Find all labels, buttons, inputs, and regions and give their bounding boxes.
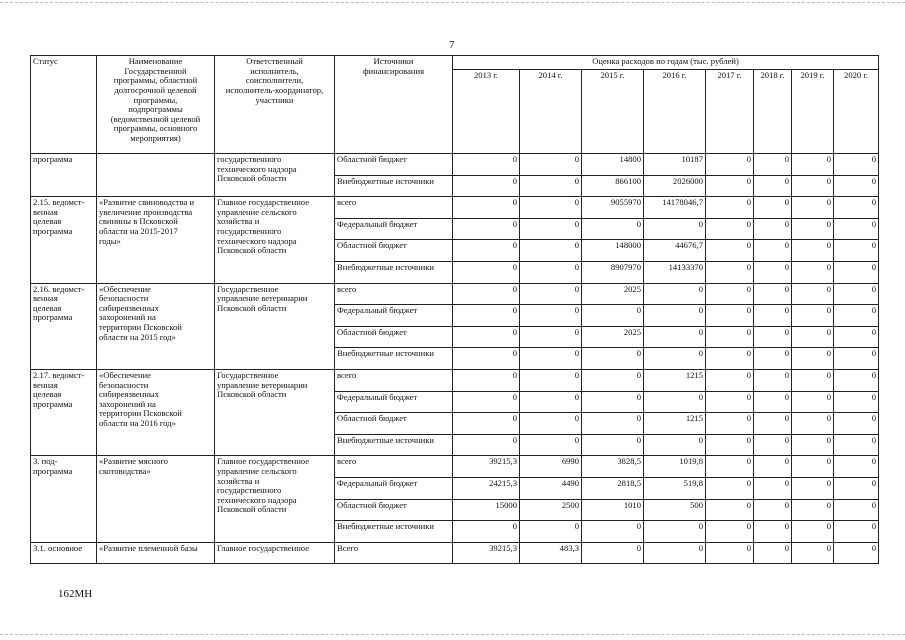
header-year: 2020 г. bbox=[834, 70, 879, 154]
row-responsible: Главное государственное управление сельского хозяйства и государственного технического надзора Псковской области bbox=[215, 197, 335, 283]
row-name: «Развитие мясного скотоводства» bbox=[97, 456, 215, 542]
row-value: 9055970 bbox=[582, 197, 644, 219]
row-value: 0 bbox=[453, 391, 520, 413]
row-value: 0 bbox=[706, 197, 754, 219]
row-value: 0 bbox=[453, 305, 520, 327]
row-value: 519,8 bbox=[644, 477, 706, 499]
row-status: 3.1. основное bbox=[31, 542, 97, 564]
row-value: 0 bbox=[706, 348, 754, 370]
row-value: 14133370 bbox=[644, 261, 706, 283]
row-value: 0 bbox=[644, 521, 706, 543]
row-source: всего bbox=[335, 283, 453, 305]
row-value: 0 bbox=[834, 413, 879, 435]
row-responsible: государственного технического надзора Псковской области bbox=[215, 154, 335, 197]
row-value: 0 bbox=[706, 154, 754, 176]
row-value: 0 bbox=[644, 434, 706, 456]
row-value: 0 bbox=[792, 456, 834, 478]
row-value: 0 bbox=[792, 154, 834, 176]
row-value: 0 bbox=[706, 283, 754, 305]
row-value: 0 bbox=[520, 154, 582, 176]
row-value: 6990 bbox=[520, 456, 582, 478]
row-value: 0 bbox=[520, 369, 582, 391]
row-value: 0 bbox=[706, 434, 754, 456]
row-value: 0 bbox=[706, 391, 754, 413]
row-value: 2025 bbox=[582, 326, 644, 348]
row-value: 1215 bbox=[644, 369, 706, 391]
table-row bbox=[31, 154, 879, 176]
row-value: 0 bbox=[453, 261, 520, 283]
row-value: 0 bbox=[792, 542, 834, 564]
page-number: 7 bbox=[449, 39, 455, 51]
row-value: 148000 bbox=[582, 240, 644, 262]
row-name: «Развитие свиноводства и увеличение производства свинины в Псковской области на 2015-2017 годы» bbox=[97, 197, 215, 283]
row-value: 2500 bbox=[520, 499, 582, 521]
header-sources: Источники финансирования bbox=[335, 56, 453, 154]
row-value: 0 bbox=[520, 261, 582, 283]
row-value: 0 bbox=[834, 305, 879, 327]
row-value: 0 bbox=[834, 348, 879, 370]
row-responsible: Главное государственное управление сельского хозяйства и государственного технического надзора Псковской области bbox=[215, 456, 335, 542]
row-value: 0 bbox=[792, 413, 834, 435]
row-value: 0 bbox=[792, 305, 834, 327]
row-value: 0 bbox=[644, 283, 706, 305]
row-value: 14800 bbox=[582, 154, 644, 176]
row-value: 0 bbox=[520, 197, 582, 219]
table-row bbox=[31, 369, 879, 391]
row-value: 0 bbox=[520, 283, 582, 305]
row-value: 0 bbox=[792, 477, 834, 499]
row-value: 0 bbox=[834, 391, 879, 413]
row-source: Внебюджетные источники bbox=[335, 434, 453, 456]
row-value: 0 bbox=[792, 499, 834, 521]
row-source: всего bbox=[335, 197, 453, 219]
header-name: Наименование Государственной программы, областной долгосрочной целевой программы, подпрограммы (ведомственной целевой программы, основного мероприятия) bbox=[97, 56, 215, 154]
row-responsible: Главное государственное bbox=[215, 542, 335, 564]
footer-code: 162МН bbox=[58, 588, 93, 600]
row-value: 0 bbox=[520, 326, 582, 348]
row-value: 0 bbox=[754, 413, 792, 435]
row-source: Федеральный бюджет bbox=[335, 391, 453, 413]
row-status: 2.16. ведомст- венная целевая программа bbox=[31, 283, 97, 369]
row-value: 0 bbox=[582, 521, 644, 543]
row-value: 0 bbox=[754, 542, 792, 564]
row-value: 0 bbox=[706, 369, 754, 391]
row-value: 2025 bbox=[582, 283, 644, 305]
row-value: 483,3 bbox=[520, 542, 582, 564]
row-value: 0 bbox=[754, 477, 792, 499]
row-value: 0 bbox=[706, 413, 754, 435]
table-row bbox=[31, 542, 879, 564]
row-source: Всего bbox=[335, 542, 453, 564]
row-value: 0 bbox=[834, 197, 879, 219]
row-source: Областной бюджет bbox=[335, 240, 453, 262]
row-name: «Обеспечение безопасности сибиреязвенных захоронений на территории Псковской области на 2015 год» bbox=[97, 283, 215, 369]
row-value: 0 bbox=[792, 261, 834, 283]
header-year: 2015 г. bbox=[582, 70, 644, 154]
row-value: 0 bbox=[644, 348, 706, 370]
row-value: 0 bbox=[792, 283, 834, 305]
row-value: 1010 bbox=[582, 499, 644, 521]
row-value: 24215,3 bbox=[453, 477, 520, 499]
row-value: 0 bbox=[706, 521, 754, 543]
row-value: 0 bbox=[754, 154, 792, 176]
row-name: «Обеспечение безопасности сибиреязвенных захоронений на территории Псковской области на 2016 год» bbox=[97, 369, 215, 455]
row-value: 0 bbox=[644, 305, 706, 327]
row-value: 10187 bbox=[644, 154, 706, 176]
row-value: 1215 bbox=[644, 413, 706, 435]
table-row bbox=[31, 283, 879, 305]
row-value: 0 bbox=[520, 240, 582, 262]
row-value: 0 bbox=[520, 413, 582, 435]
scan-edge-bottom bbox=[0, 634, 905, 635]
row-value: 0 bbox=[582, 434, 644, 456]
row-value: 0 bbox=[754, 499, 792, 521]
row-value: 0 bbox=[644, 391, 706, 413]
row-source: Федеральный бюджет bbox=[335, 218, 453, 240]
row-value: 0 bbox=[453, 434, 520, 456]
row-value: 0 bbox=[792, 434, 834, 456]
row-value: 0 bbox=[834, 154, 879, 176]
row-source: Внебюджетные источники bbox=[335, 521, 453, 543]
row-value: 0 bbox=[834, 456, 879, 478]
row-value: 0 bbox=[754, 434, 792, 456]
row-value: 0 bbox=[834, 240, 879, 262]
row-source: всего bbox=[335, 456, 453, 478]
row-responsible: Государственное управление ветеринарии Псковской области bbox=[215, 283, 335, 369]
header-estimate: Оценка расходов по годам (тыс. рублей) bbox=[453, 56, 879, 70]
row-value: 0 bbox=[706, 218, 754, 240]
row-value: 0 bbox=[706, 240, 754, 262]
row-source: всего bbox=[335, 369, 453, 391]
row-source: Внебюджетные источники bbox=[335, 348, 453, 370]
row-value: 2026000 bbox=[644, 175, 706, 197]
row-responsible: Государственное управление ветеринарии Псковской области bbox=[215, 369, 335, 455]
row-value: 0 bbox=[453, 218, 520, 240]
row-value: 0 bbox=[453, 240, 520, 262]
row-value: 15000 bbox=[453, 499, 520, 521]
row-value: 0 bbox=[582, 369, 644, 391]
row-value: 0 bbox=[582, 348, 644, 370]
row-value: 0 bbox=[834, 477, 879, 499]
row-value: 3828,5 bbox=[582, 456, 644, 478]
row-value: 0 bbox=[834, 542, 879, 564]
row-value: 0 bbox=[453, 283, 520, 305]
row-value: 0 bbox=[834, 434, 879, 456]
row-value: 0 bbox=[520, 521, 582, 543]
budget-table bbox=[30, 55, 879, 564]
row-value: 0 bbox=[644, 326, 706, 348]
row-value: 0 bbox=[453, 348, 520, 370]
row-value: 0 bbox=[792, 369, 834, 391]
row-value: 0 bbox=[644, 218, 706, 240]
row-value: 0 bbox=[520, 434, 582, 456]
row-value: 0 bbox=[582, 391, 644, 413]
row-value: 0 bbox=[453, 326, 520, 348]
row-status: 2.15. ведомст- венная целевая программа bbox=[31, 197, 97, 283]
row-name bbox=[97, 154, 215, 197]
row-value: 0 bbox=[792, 197, 834, 219]
row-source: Областной бюджет bbox=[335, 154, 453, 176]
row-value: 0 bbox=[792, 326, 834, 348]
row-value: 0 bbox=[754, 369, 792, 391]
row-value: 0 bbox=[792, 240, 834, 262]
row-status: 2.17. ведомст- венная целевая программа bbox=[31, 369, 97, 455]
header-row-top bbox=[31, 56, 879, 70]
row-value: 0 bbox=[754, 197, 792, 219]
row-value: 0 bbox=[582, 305, 644, 327]
row-value: 0 bbox=[453, 413, 520, 435]
row-value: 0 bbox=[453, 175, 520, 197]
row-value: 14178046,7 bbox=[644, 197, 706, 219]
row-value: 0 bbox=[453, 369, 520, 391]
row-value: 39215,3 bbox=[453, 542, 520, 564]
header-year: 2013 г. bbox=[453, 70, 520, 154]
row-value: 0 bbox=[754, 305, 792, 327]
row-source: Внебюджетные источники bbox=[335, 175, 453, 197]
row-value: 1019,8 bbox=[644, 456, 706, 478]
header-year: 2016 г. bbox=[644, 70, 706, 154]
row-value: 0 bbox=[520, 175, 582, 197]
row-value: 0 bbox=[706, 456, 754, 478]
row-value: 0 bbox=[754, 218, 792, 240]
row-value: 0 bbox=[754, 240, 792, 262]
header-responsible: Ответственный исполнитель, соисполнители, исполнитель-координатор, участники bbox=[215, 56, 335, 154]
header-year: 2018 г. bbox=[754, 70, 792, 154]
row-value: 0 bbox=[834, 521, 879, 543]
row-value: 0 bbox=[520, 305, 582, 327]
row-value: 0 bbox=[754, 175, 792, 197]
row-value: 0 bbox=[834, 499, 879, 521]
row-value: 0 bbox=[754, 261, 792, 283]
header-status: Статус bbox=[31, 56, 97, 154]
row-value: 0 bbox=[754, 283, 792, 305]
header-year: 2017 г. bbox=[706, 70, 754, 154]
row-value: 2818,5 bbox=[582, 477, 644, 499]
row-value: 0 bbox=[706, 326, 754, 348]
row-source: Федеральный бюджет bbox=[335, 305, 453, 327]
row-value: 8907970 bbox=[582, 261, 644, 283]
header-year: 2014 г. bbox=[520, 70, 582, 154]
row-value: 0 bbox=[520, 391, 582, 413]
row-value: 0 bbox=[792, 175, 834, 197]
row-value: 0 bbox=[754, 348, 792, 370]
row-value: 0 bbox=[754, 326, 792, 348]
row-status: 3. под- программа bbox=[31, 456, 97, 542]
row-value: 0 bbox=[520, 348, 582, 370]
table-row bbox=[31, 456, 879, 478]
row-source: Внебюджетные источники bbox=[335, 261, 453, 283]
row-value: 0 bbox=[706, 175, 754, 197]
row-value: 39215,3 bbox=[453, 456, 520, 478]
row-value: 0 bbox=[706, 477, 754, 499]
row-value: 0 bbox=[582, 413, 644, 435]
row-value: 0 bbox=[834, 261, 879, 283]
row-value: 4490 bbox=[520, 477, 582, 499]
row-value: 0 bbox=[706, 499, 754, 521]
row-value: 0 bbox=[453, 521, 520, 543]
scan-edge-top bbox=[0, 2, 905, 3]
row-source: Областной бюджет bbox=[335, 413, 453, 435]
row-value: 0 bbox=[582, 218, 644, 240]
row-value: 0 bbox=[453, 154, 520, 176]
row-source: Областной бюджет bbox=[335, 499, 453, 521]
row-value: 0 bbox=[582, 542, 644, 564]
row-value: 0 bbox=[834, 283, 879, 305]
row-value: 0 bbox=[834, 326, 879, 348]
row-source: Федеральный бюджет bbox=[335, 477, 453, 499]
row-status: программа bbox=[31, 154, 97, 197]
row-value: 500 bbox=[644, 499, 706, 521]
row-value: 0 bbox=[792, 218, 834, 240]
header-year: 2019 г. bbox=[792, 70, 834, 154]
row-value: 0 bbox=[834, 175, 879, 197]
row-value: 0 bbox=[706, 542, 754, 564]
row-value: 0 bbox=[754, 521, 792, 543]
row-value: 0 bbox=[453, 197, 520, 219]
row-value: 0 bbox=[792, 391, 834, 413]
table-row bbox=[31, 197, 879, 219]
row-value: 866100 bbox=[582, 175, 644, 197]
row-value: 44676,7 bbox=[644, 240, 706, 262]
row-value: 0 bbox=[706, 305, 754, 327]
row-value: 0 bbox=[644, 542, 706, 564]
row-value: 0 bbox=[834, 369, 879, 391]
row-value: 0 bbox=[754, 391, 792, 413]
row-value: 0 bbox=[792, 521, 834, 543]
row-value: 0 bbox=[754, 456, 792, 478]
table-body bbox=[31, 56, 879, 564]
row-value: 0 bbox=[792, 348, 834, 370]
row-name: «Развитие племенной базы bbox=[97, 542, 215, 564]
row-value: 0 bbox=[706, 261, 754, 283]
row-value: 0 bbox=[520, 218, 582, 240]
row-source: Областной бюджет bbox=[335, 326, 453, 348]
row-value: 0 bbox=[834, 218, 879, 240]
